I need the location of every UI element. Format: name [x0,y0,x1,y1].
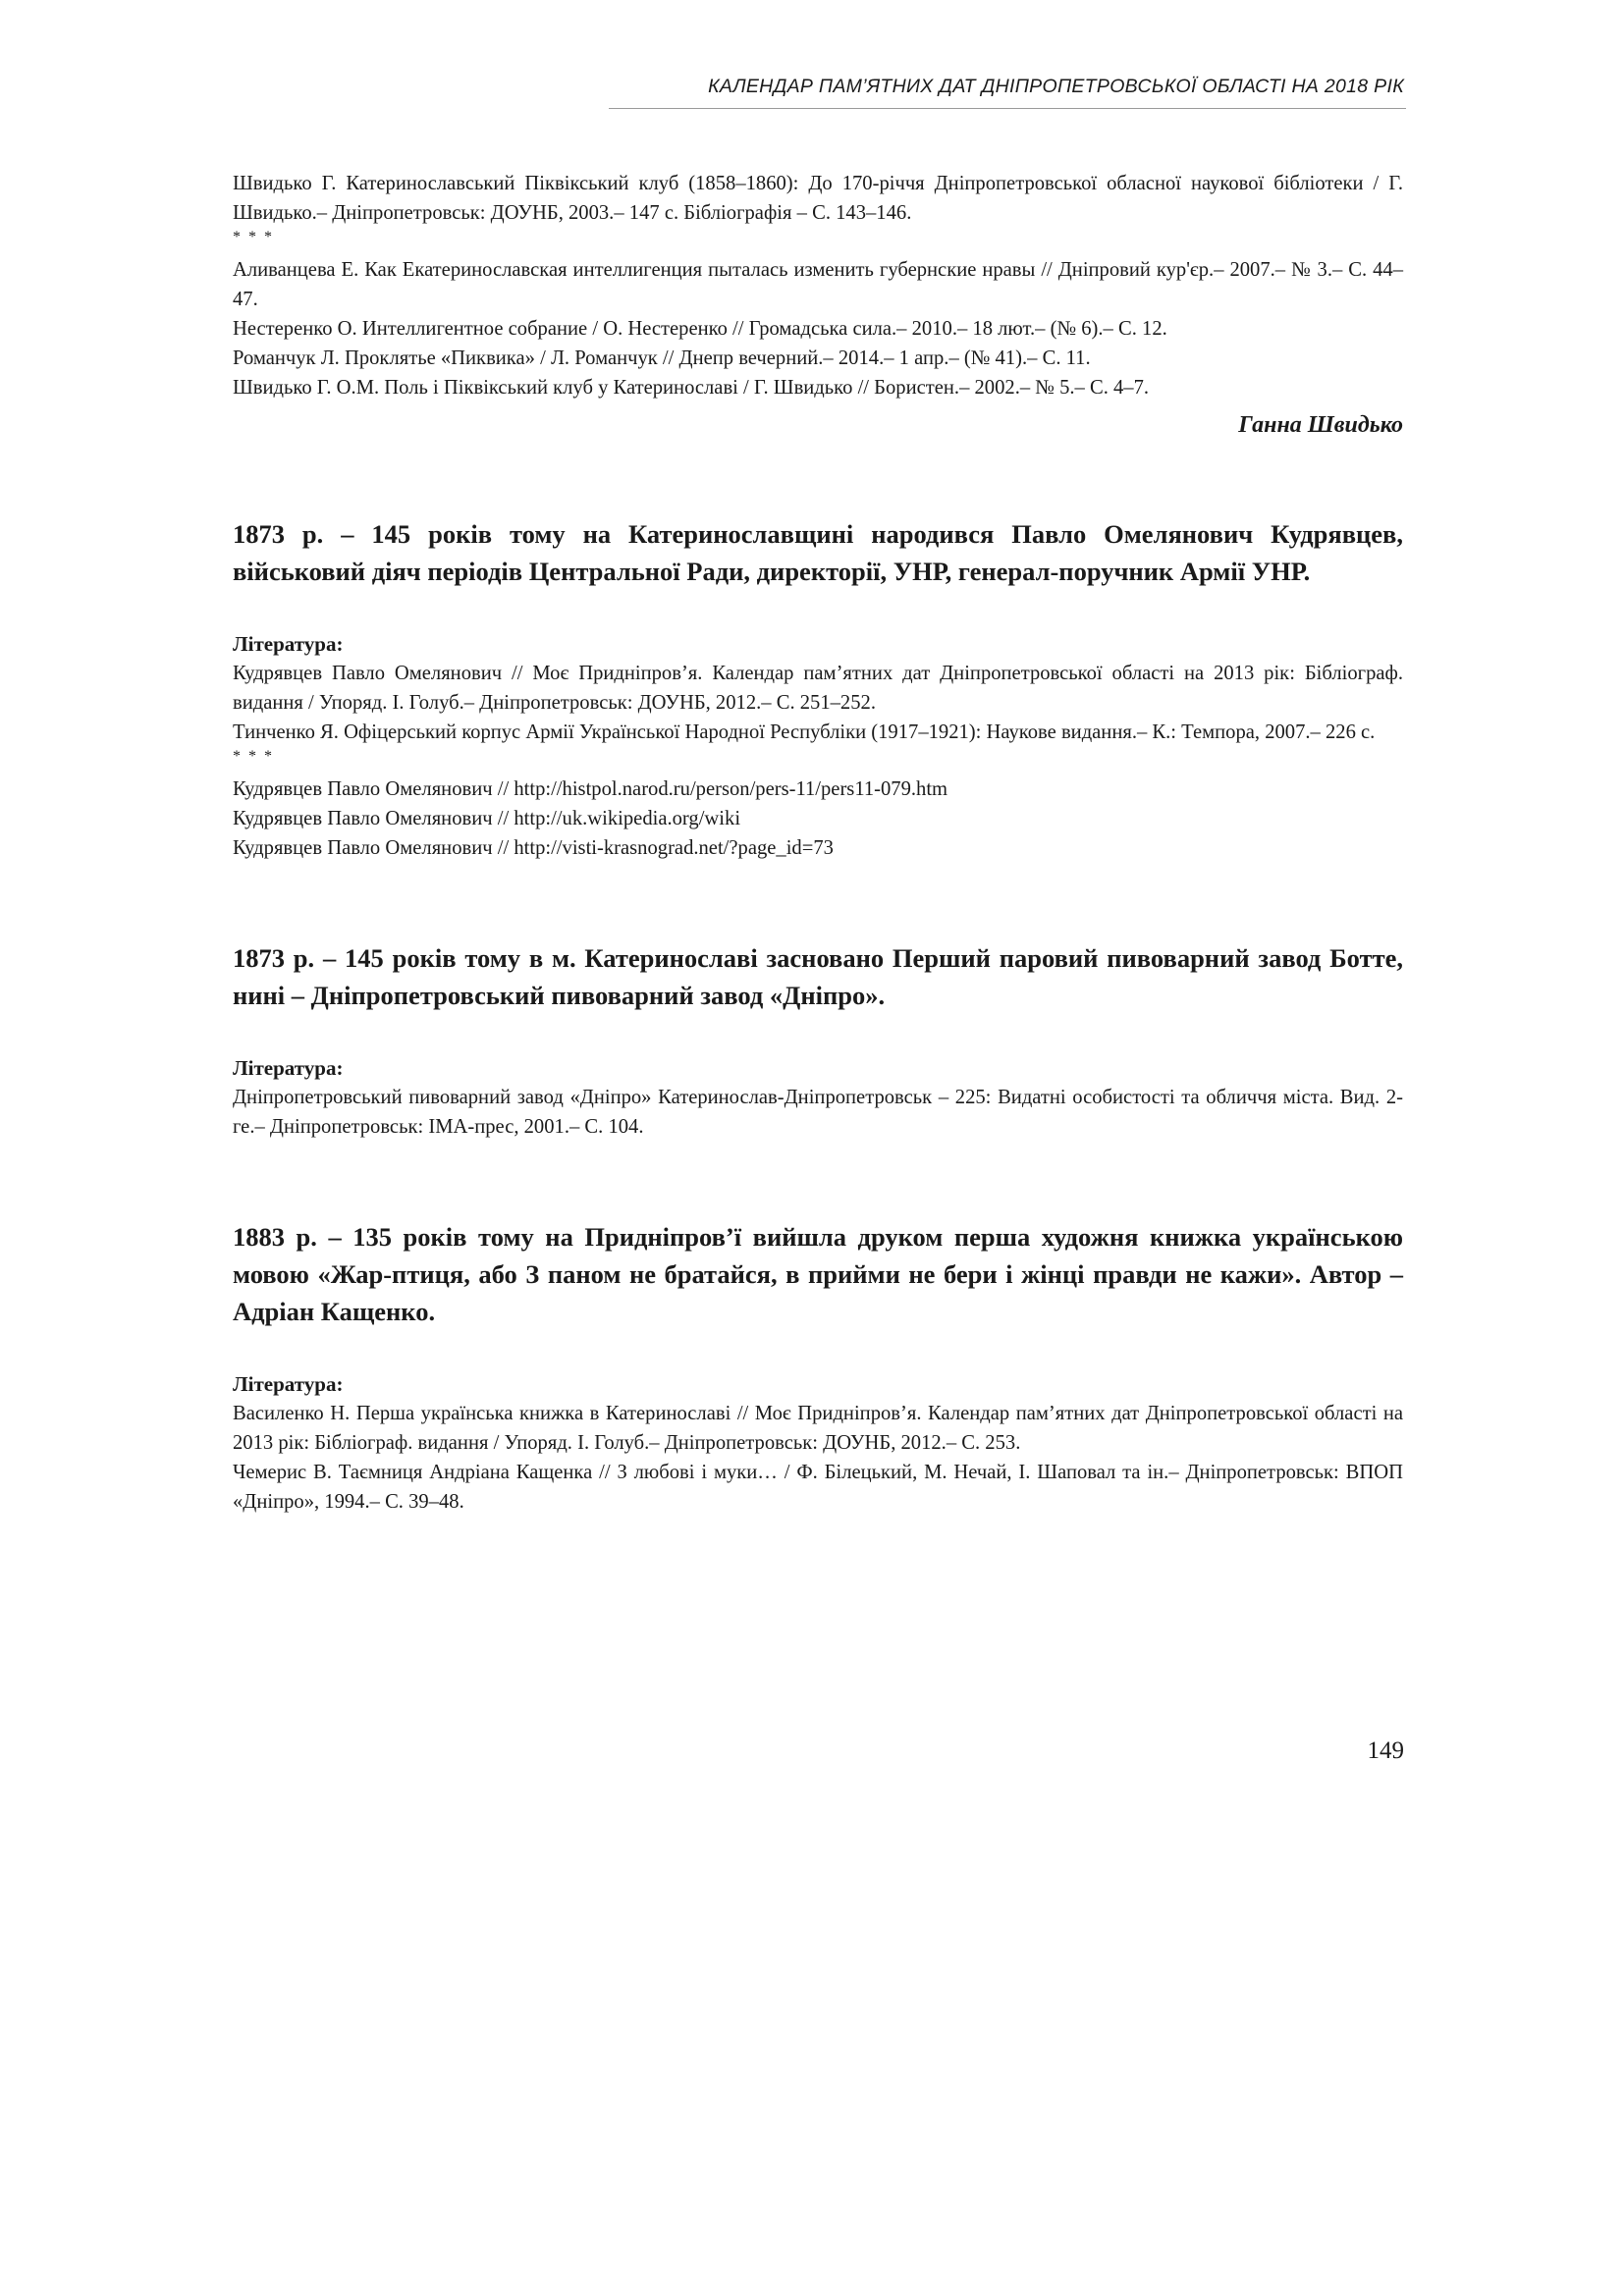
intro-bibliography [233,169,1403,439]
bibliography-entry: Нестеренко О. Интеллигентное собрание / О. Нестеренко // Громадська сила.– 2010.– 18 лют.– (№ 6).– С. 12. [233,318,1167,340]
link-entry: Кудрявцев Павло Омелянович // http://visti-krasnograd.net/?page_id=73 [233,837,834,859]
link-entry: Кудрявцев Павло Омелянович // http://uk.wikipedia.org/wiki [233,808,741,829]
section-title: 1873 р. – 145 років тому на Катеринославщині народився Павло Омелянович Кудрявцев, військовий діяч періодів Центральної Ради, директорії, УНР, генерал-поручник Армії УНР. [233,519,1403,586]
bibliography-entry: Романчук Л. Проклятье «Пиквика» / Л. Романчук // Днепр вечерний.– 2014.– 1 апр.– (№ 41).– С. 11. [233,347,1091,369]
bibliography-entry: Чемерис В. Таємниця Андріана Кащенка // З любові і муки… / Ф. Білецький, М. Нечай, І. Шаповал та ін.– Дніпропетровськ: ВПОП «Дніпро», 1994.– С. 39–48. [233,1462,1403,1513]
author-signature: Ганна Швидько [1238,412,1403,438]
page-number: 149 [1367,1737,1404,1764]
literature-label: Література: [233,632,344,656]
section-title: 1883 р. – 135 років тому на Придніпров’ї вийшла друком перша художня книжка українською мовою «Жар-птиця, або З паном не братайся, в прийми не бери і жінці правди не кажи». Автор – Адріан Кащенко. [233,1222,1403,1326]
section-brewery [233,939,1403,1142]
bibliography-entry: Кудрявцев Павло Омелянович // Моє Придніпров’я. Календар пам’ятних дат Дніпропетровської області на 2013 рік: Бібліограф. видання / Упоряд. І. Голуб.– Дніпропетровськ: ДОУНБ, 2012.– С. 251–252. [233,663,1403,714]
literature-label: Література: [233,1372,344,1396]
bibliography-entry: Тинченко Я. Офіцерський корпус Армії Української Народної Республіки (1917–1921): Наукове видання.– К.: Темпора, 2007.– 226 с. [233,721,1376,743]
page-content [233,169,1403,1517]
bibliography-entry: Аливанцева Е. Как Екатеринославская интеллигенция пыталась изменить губернские нравы // Дніпровий кур'єр.– 2007.– № 3.– С. 44–47. [233,259,1403,310]
separator-stars: * * * [233,748,274,765]
header-rule [609,108,1406,109]
bibliography-entry: Швидько Г. Катеринославський Піквікський клуб (1858–1860): До 170-річчя Дніпропетровської обласної наукової бібліотеки / Г. Швидько.– Дніпропетровськ: ДОУНБ, 2003.– 147 с. Бібліографія – С. 143–146. [233,173,1403,224]
link-entry: Кудрявцев Павло Омелянович // http://histpol.narod.ru/person/pers-11/pers11-079.htm [233,778,948,800]
section-kudriavtsev [233,515,1403,863]
running-header: КАЛЕНДАР ПАМ’ЯТНИХ ДАТ ДНІПРОПЕТРОВСЬКОЇ ОБЛАСТІ НА 2018 РІК [708,76,1404,97]
literature-label: Література: [233,1056,344,1080]
separator-stars: * * * [233,229,274,245]
section-first-book [233,1218,1403,1517]
bibliography-entry: Василенко Н. Перша українська книжка в Катеринославі // Моє Придніпров’я. Календар пам’ятних дат Дніпропетровської області на 2013 рік: Бібліограф. видання / Упоряд. І. Голуб.– Дніпропетровськ: ДОУНБ, 2012.– С. 253. [233,1403,1403,1454]
bibliography-entry: Швидько Г. О.М. Поль і Піквікський клуб у Катеринославі / Г. Швидько // Бористен.– 2002.– № 5.– С. 4–7. [233,377,1150,399]
bibliography-entry: Дніпропетровський пивоварний завод «Дніпро» Катеринослав-Дніпропетровськ – 225: Видатні особистості та обличчя міста. Вид. 2-ге.– Дніпропетровськ: ІМА-прес, 2001.– С. 104. [233,1087,1403,1138]
section-title: 1873 р. – 145 років тому в м. Катеринославі засновано Перший паровий пивоварний завод Ботте, нині – Дніпропетровський пивоварний завод «Дніпро». [233,943,1403,1010]
